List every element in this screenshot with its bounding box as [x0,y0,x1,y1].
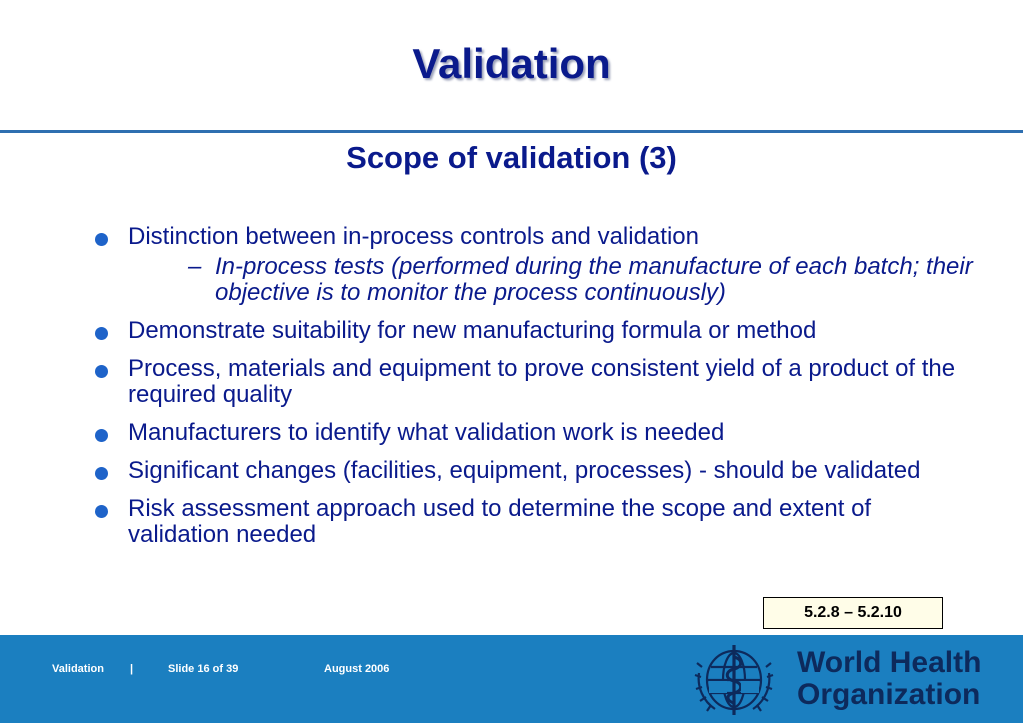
who-emblem-icon [693,643,775,717]
footer-separator: | [130,663,134,675]
bullet-dot-icon [95,505,108,518]
bullet-item [95,224,975,306]
bullet-dot-icon [95,365,108,378]
bullet-text: Demonstrate suitability for new manufacturing formula or method [128,317,817,344]
footer-slide-number: Slide 16 of 39 [168,663,239,675]
bullet-dot-icon [95,327,108,340]
slide-subtitle: Scope of validation (3) [346,140,677,175]
bullet-dot-icon [95,233,108,246]
bullet-text: Manufacturers to identify what validation work is needed [128,419,725,446]
bullet-text: Significant changes (facilities, equipment, processes) - should be validated [128,457,921,484]
bullet-item [95,318,975,344]
who-wordmark [797,647,981,711]
title-rule [0,130,1023,133]
bullet-item [95,458,975,484]
bullet-list [95,224,975,560]
footer-topic: Validation [52,663,104,675]
reference-box: 5.2.8 – 5.2.10 [763,597,943,629]
slide-title: Validation [412,40,611,87]
who-name-line2: Organization [797,678,981,711]
bullet-text: Process, materials and equipment to prove consistent yield of a product of the required quality [128,355,956,408]
bullet-text: Risk assessment approach used to determine the scope and extent of validation needed [128,495,872,548]
footer-bar [0,635,1023,723]
bullet-dot-icon [95,467,108,480]
who-name-line1: World Health [797,646,982,679]
bullet-dot-icon [95,429,108,442]
bullet-item [95,420,975,446]
sub-bullet-text: In-process tests (performed during the manufacture of each batch; their objective is to monitor the process continuously) [215,253,973,306]
bullet-text: Distinction between in-process controls and validation [128,223,699,250]
sub-bullet-item [188,254,975,306]
sub-bullet-dash: – [188,253,202,280]
bullet-item [95,356,975,408]
bullet-item [95,496,975,548]
footer-date: August 2006 [324,663,390,675]
